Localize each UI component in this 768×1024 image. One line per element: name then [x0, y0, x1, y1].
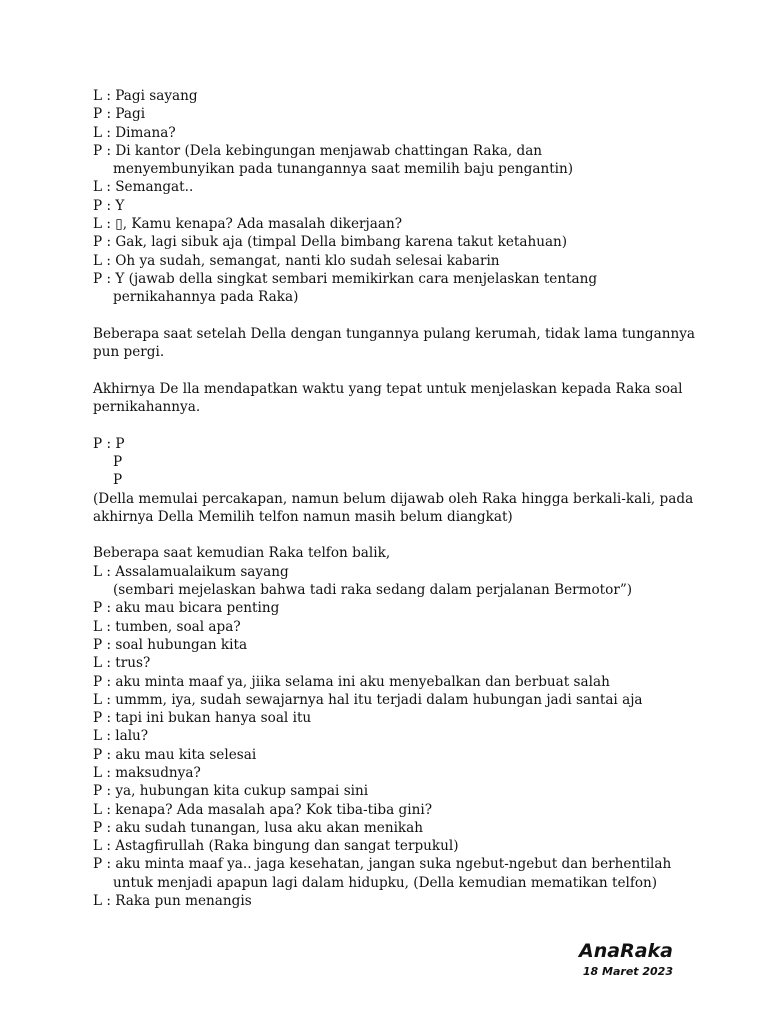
text-line: (Della memulai percakapan, namun belum dijawab oleh Raka hingga berkali-kali, pada [93, 490, 694, 507]
text-line: pernikahannya. [93, 399, 201, 416]
text-line: L : Raka pun menangis [93, 893, 252, 910]
text-line: L : Dimana? [93, 124, 176, 141]
text-line: P : Y [93, 197, 125, 214]
text-block [93, 87, 693, 307]
text-line: P : P [93, 435, 125, 452]
text-line: P : Di kantor (Dela kebingungan menjawab chattingan Raka, dan [93, 142, 543, 159]
text-block [93, 325, 696, 362]
paragraph-gap [93, 307, 693, 325]
text-line: pernikahannya pada Raka) [113, 289, 299, 306]
text-line: P : aku minta maaf ya.. jaga kesehatan, jangan suka ngebut-ngebut dan berhentilah [93, 856, 672, 873]
text-line: P : Y (jawab della singkat sembari memikirkan cara menjelaskan tentang [93, 270, 598, 287]
text-line: L : ▯, Kamu kenapa? Ada masalah dikerjaan? [93, 216, 402, 233]
text-line: L : ummm, iya, sudah sewajarnya hal itu terjadi dalam hubungan jadi santai aja [93, 691, 643, 708]
text-line: P : aku mau kita selesai [93, 746, 257, 763]
text-line: P [113, 453, 123, 470]
paragraph-gap [93, 361, 693, 379]
text-line: P : tapi ini bukan hanya soal itu [93, 710, 312, 727]
text-line: L : lalu? [93, 728, 149, 745]
text-block [93, 435, 693, 526]
text-line: P : aku mau bicara penting [93, 600, 280, 617]
text-line: untuk menjadi apapun lagi dalam hidupku, (Della kemudian mematikan telfon) [113, 874, 658, 891]
text-line: (sembari mejelaskan bahwa tadi raka sedang dalam perjalanan Bermotor”) [113, 582, 633, 599]
text-line: L : maksudnya? [93, 764, 201, 781]
text-line: P [113, 472, 123, 489]
text-line: P : Gak, lagi sibuk aja (timpal Della bimbang karena takut ketahuan) [93, 234, 568, 251]
text-line: L : kenapa? Ada masalah apa? Kok tiba-tiba gini? [93, 801, 432, 818]
text-line: L : Oh ya sudah, semangat, nanti klo sudah selesai kabarin [93, 252, 500, 269]
text-line: L : tumben, soal apa? [93, 618, 241, 635]
text-line: L : Pagi sayang [93, 88, 198, 104]
text-line: menyembunyikan pada tunangannya saat memilih baju pengantin) [113, 161, 574, 178]
text-line: P : aku sudah tunangan, lusa aku akan menikah [93, 819, 424, 836]
text-line: Beberapa saat kemudian Raka telfon balik, [93, 545, 391, 562]
signature [579, 938, 673, 980]
text-line: P : ya, hubungan kita cukup sampai sini [93, 783, 369, 800]
text-block [93, 544, 693, 910]
text-line: akhirnya Della Memilih telfon namun masih belum diangkat) [93, 508, 513, 525]
text-block [93, 380, 693, 417]
text-line: L : trus? [93, 655, 151, 672]
text-line: P : aku minta maaf ya, jiika selama ini aku menyebalkan dan berbuat salah [93, 673, 610, 690]
paragraph-gap [93, 416, 693, 434]
story-text [93, 87, 696, 910]
text-line: P : Pagi [93, 106, 146, 123]
author-name: AnaRaka [579, 940, 673, 962]
text-line: P : soal hubungan kita [93, 636, 248, 653]
text-line: L : Astagfirullah (Raka bingung dan sangat terpukul) [93, 838, 459, 855]
text-line: Beberapa saat setelah Della dengan tungannya pulang kerumah, tidak lama tungannya [93, 325, 696, 342]
paragraph-gap [93, 526, 693, 544]
document-date: 18 Maret 2023 [582, 965, 673, 978]
text-line: Akhirnya De lla mendapatkan waktu yang tepat untuk menjelaskan kepada Raka soal [93, 380, 683, 397]
text-line: L : Assalamualaikum sayang [93, 563, 289, 580]
text-line: pun pergi. [93, 344, 165, 361]
text-line: L : Semangat.. [93, 179, 194, 196]
